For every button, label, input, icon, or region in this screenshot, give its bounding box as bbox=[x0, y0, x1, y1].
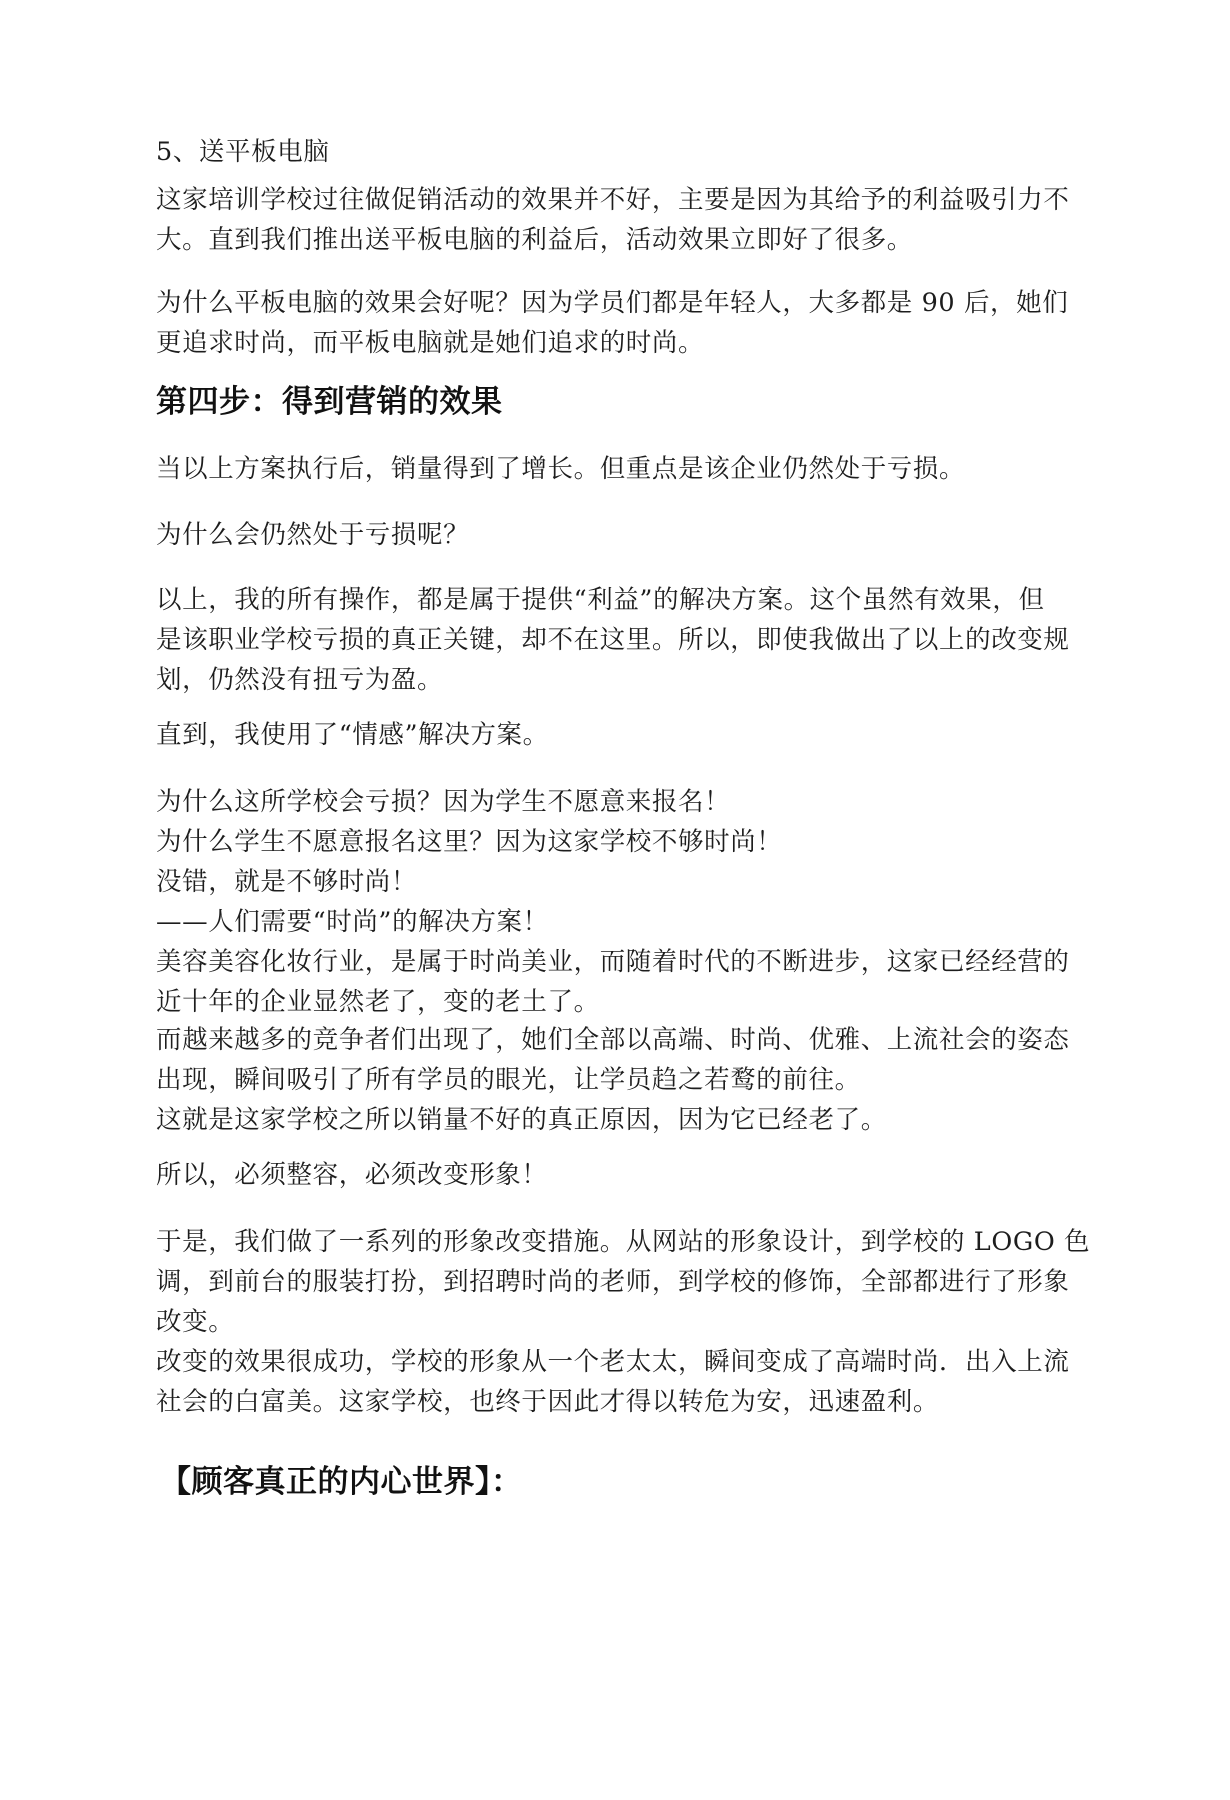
heading-customer-inner-world: 【顾客真正的内心世界】： bbox=[160, 1464, 523, 1500]
text-line: ——人们需要“时尚”的解决方案！ bbox=[156, 907, 549, 937]
text-line: 大。直到我们推出送平板电脑的利益后，活动效果立即好了很多。 bbox=[156, 225, 913, 255]
text-line: 是该职业学校亏损的真正关键，却不在这里。所以，即使我做出了以上的改变规 bbox=[156, 625, 1070, 655]
paragraph-sales-growth bbox=[156, 449, 1086, 489]
text-line: 为什么会仍然处于亏损呢？ bbox=[156, 520, 470, 550]
paragraph-why-loss bbox=[156, 515, 1086, 555]
text-line: 更追求时尚，而平板电脑就是她们追求的时尚。 bbox=[156, 328, 705, 358]
text-line: 改变的效果很成功，学校的形象从一个老太太，瞬间变成了高端时尚．出入上流 bbox=[156, 1347, 1070, 1377]
text-line: 这家培训学校过往做促销活动的效果并不好，主要是因为其给予的利益吸引力不 bbox=[156, 185, 1070, 215]
paragraph-competitors bbox=[156, 1020, 1086, 1140]
paragraph-image-change bbox=[156, 1222, 1091, 1422]
paragraph-must-change bbox=[156, 1155, 1086, 1195]
text-line: 划，仍然没有扭亏为盈。 bbox=[156, 665, 444, 695]
text-line: 调，到前台的服装打扮，到招聘时尚的老师，到学校的修饰，全部都进行了形象 bbox=[156, 1267, 1070, 1297]
text-line: 为什么这所学校会亏损？因为学生不愿意来报名！ bbox=[156, 787, 731, 817]
text-line: 5、送平板电脑 bbox=[156, 137, 330, 167]
text-line: 为什么平板电脑的效果会好呢？因为学员们都是年轻人，大多都是 90 后，她们 bbox=[156, 288, 1069, 318]
heading-step-4: 第四步：得到营销的效果 bbox=[156, 384, 503, 420]
paragraph-not-fashionable bbox=[156, 782, 1086, 1022]
text-line: 而越来越多的竞争者们出现了，她们全部以高端、时尚、优雅、上流社会的姿态 bbox=[156, 1025, 1070, 1055]
text-line: 近十年的企业显然老了，变的老土了。 bbox=[156, 987, 600, 1017]
text-line: 所以，必须整容，必须改变形象！ bbox=[156, 1160, 548, 1190]
text-line: 改变。 bbox=[156, 1307, 235, 1337]
text-line: 社会的白富美。这家学校，也终于因此才得以转危为安，迅速盈利。 bbox=[156, 1387, 940, 1417]
text-line: 这就是这家学校之所以销量不好的真正原因，因为它已经老了。 bbox=[156, 1105, 887, 1135]
text-line: 为什么学生不愿意报名这里？因为这家学校不够时尚！ bbox=[156, 827, 783, 857]
text-line: 当以上方案执行后，销量得到了增长。但重点是该企业仍然处于亏损。 bbox=[156, 454, 966, 484]
text-line: 直到，我使用了“情感”解决方案。 bbox=[156, 720, 549, 750]
text-line: 没错，就是不够时尚！ bbox=[156, 867, 418, 897]
item-5-title bbox=[156, 132, 1086, 172]
paragraph-tablet-reason bbox=[156, 283, 1086, 363]
text-line: 以上，我的所有操作，都是属于提供“利益”的解决方案。这个虽然有效果，但 bbox=[156, 585, 1045, 615]
text-line: 出现，瞬间吸引了所有学员的眼光，让学员趋之若鹜的前往。 bbox=[156, 1065, 861, 1095]
text-line: 美容美容化妆行业，是属于时尚美业，而随着时代的不断进步，这家已经经营的 bbox=[156, 947, 1070, 977]
paragraph-promotion-effect bbox=[156, 180, 1086, 260]
text-line: 于是，我们做了一系列的形象改变措施。从网站的形象设计，到学校的 LOGO 色 bbox=[156, 1227, 1091, 1257]
paragraph-benefit-solution bbox=[156, 580, 1086, 700]
paragraph-emotion-solution bbox=[156, 715, 1086, 755]
